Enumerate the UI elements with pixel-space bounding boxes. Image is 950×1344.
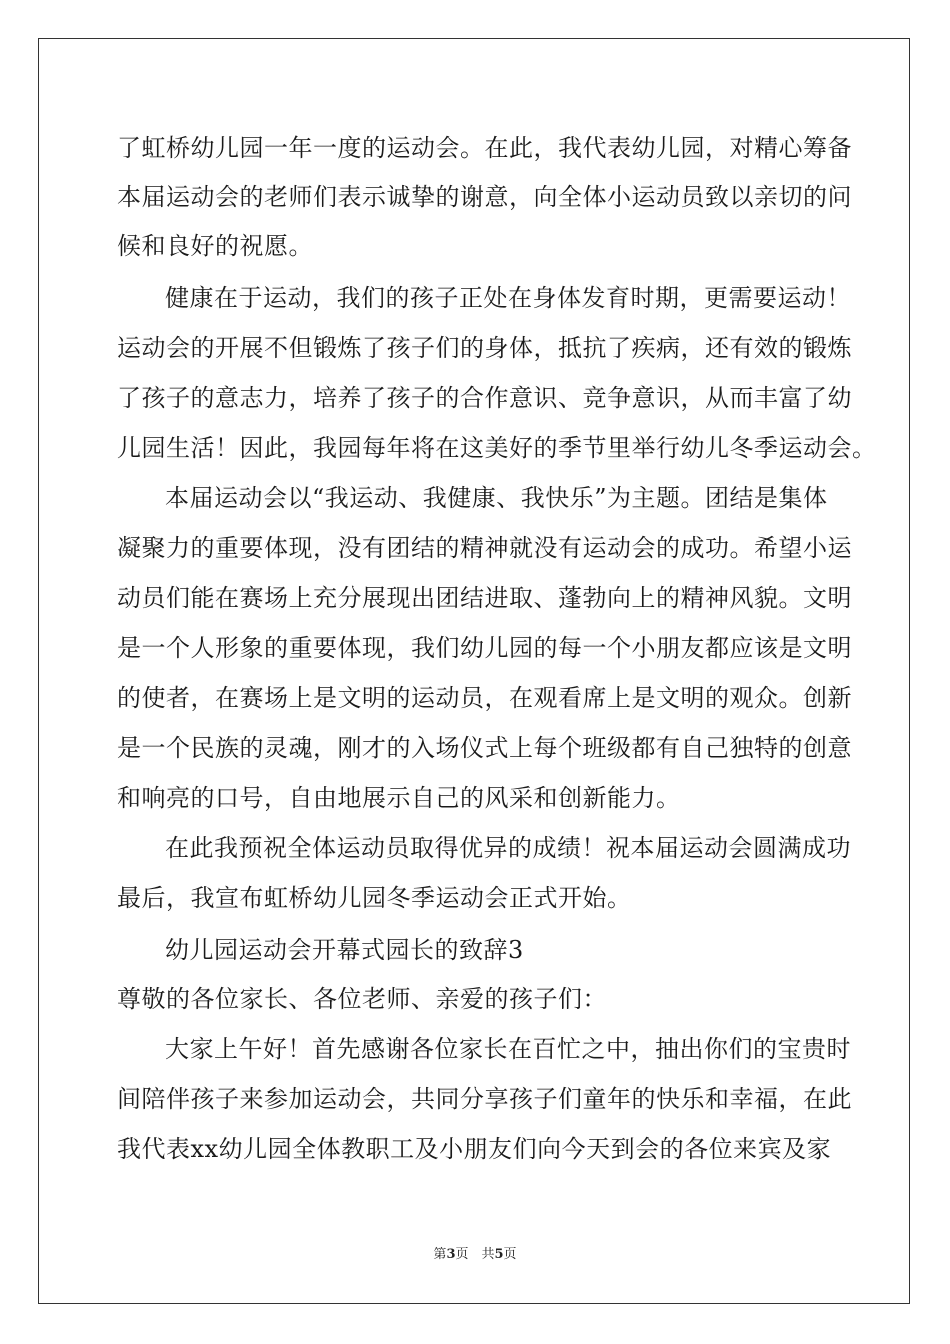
paragraph-start: 大家上午好！首先感谢各位家长在百忙之中，抽出你们的宝贵时 [165,1035,851,1063]
section-heading: 幼儿园运动会开幕式园长的致辞3 [165,936,524,964]
text-line: 了孩子的意志力，培养了孩子的合作意识、竞争意识，从而丰富了幼 [117,384,852,412]
paragraph-start: 健康在于运动，我们的孩子正处在身体发育时期，更需要运动！ [165,284,851,312]
page-footer [0,1246,950,1264]
total-pages-number: 5 [494,1247,504,1262]
text-line: 动员们能在赛场上充分展现出团结进取、蓬勃向上的精神风貌。文明 [117,584,852,612]
page-label-suffix: 页 [503,1247,517,1262]
text-line: 儿园生活！因此，我园每年将在这美好的季节里举行幼儿冬季运动会。 [117,434,877,462]
text-line: 和响亮的口号，自由地展示自己的风采和创新能力。 [117,784,681,812]
paragraph-start: 在此我预祝全体运动员取得优异的成绩！祝本届运动会圆满成功 [165,834,851,862]
text-line: 本届运动会的老师们表示诚挚的谢意，向全体小运动员致以亲切的问 [117,183,852,211]
text-line: 间陪伴孩子来参加运动会，共同分享孩子们童年的快乐和幸福，在此 [117,1085,852,1113]
current-page-number: 3 [446,1247,456,1262]
text-line: 最后，我宣布虹桥幼儿园冬季运动会正式开始。 [117,884,632,912]
text-line: 我代表xx幼儿园全体教职工及小朋友们向今天到会的各位来宾及家 [117,1135,832,1163]
text-line: 运动会的开展不但锻炼了孩子们的身体，抵抗了疾病，还有效的锻炼 [117,334,852,362]
page-label-prefix: 第 [433,1247,447,1262]
text-line: 是一个人形象的重要体现，我们幼儿园的每一个小朋友都应该是文明 [117,634,852,662]
text-line: 的使者，在赛场上是文明的运动员，在观看席上是文明的观众。创新 [117,684,852,712]
text-line: 凝聚力的重要体现，没有团结的精神就没有运动会的成功。希望小运 [117,534,852,562]
text-line: 了虹桥幼儿园一年一度的运动会。在此，我代表幼儿园，对精心筹备 [117,134,852,162]
paragraph-start: 本届运动会以“我运动、我健康、我快乐”为主题。团结是集体 [165,484,828,512]
text-line: 候和良好的祝愿。 [117,232,313,260]
page-border [38,38,910,1304]
salutation: 尊敬的各位家长、各位老师、亲爱的孩子们： [117,985,607,1013]
page-label-mid: 页 共 [455,1247,495,1262]
text-line: 是一个民族的灵魂，刚才的入场仪式上每个班级都有自己独特的创意 [117,734,852,762]
